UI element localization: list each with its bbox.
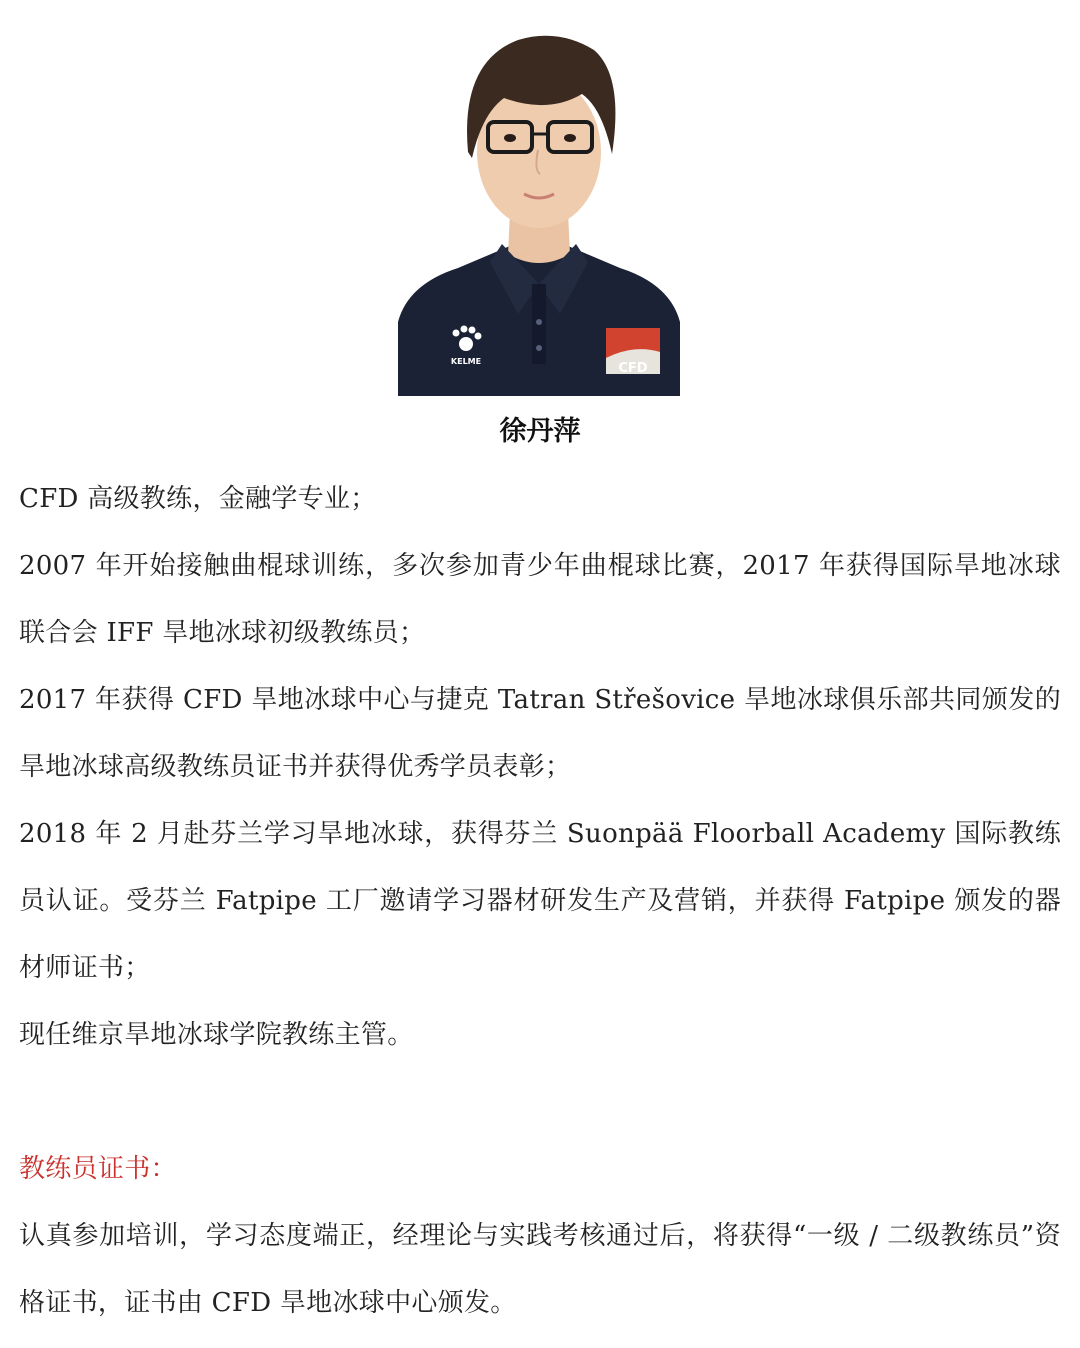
cfd-logo — [606, 328, 660, 376]
certificate-text: 认真参加培训，学习态度端正，经理论与实践考核通过后，将获得“一级 / 二级教练员”资格证书，证书由 CFD 旱地冰球中心颁发。 — [19, 1221, 1061, 1318]
svg-text:CFD: CFD — [618, 361, 648, 376]
bio-line-4: 2018 年 2 月赴芬兰学习旱地冰球，获得芬兰 Suonpää Floorball Academy 国际教练员认证。受芬兰 Fatpipe 工厂邀请学习器材研发生产及营销，并获得 Fatpipe 颁发的器材师证书； — [19, 819, 1061, 983]
coach-name: 徐丹萍 — [499, 416, 581, 447]
coach-photo — [398, 22, 680, 396]
coach-portrait-illustration — [398, 22, 680, 396]
bio-line-3: 2017 年获得 CFD 旱地冰球中心与捷克 Tatran Střešovice 旱地冰球俱乐部共同颁发的旱地冰球高级教练员证书并获得优秀学员表彰； — [19, 685, 1061, 782]
section-spacer — [19, 1069, 1061, 1136]
certificate-heading: 教练员证书： — [19, 1154, 177, 1184]
svg-text:KELME: KELME — [450, 357, 482, 366]
bio-line-5: 现任维京旱地冰球学院教练主管。 — [19, 1020, 414, 1050]
bio-line-2: 2007 年开始接触曲棍球训练，多次参加青少年曲棍球比赛，2017 年获得国际旱地冰球联合会 IFF 旱地冰球初级教练员； — [19, 551, 1061, 648]
bio-section — [19, 466, 1061, 1337]
bio-line-1: CFD 高级教练，金融学专业； — [19, 484, 377, 514]
